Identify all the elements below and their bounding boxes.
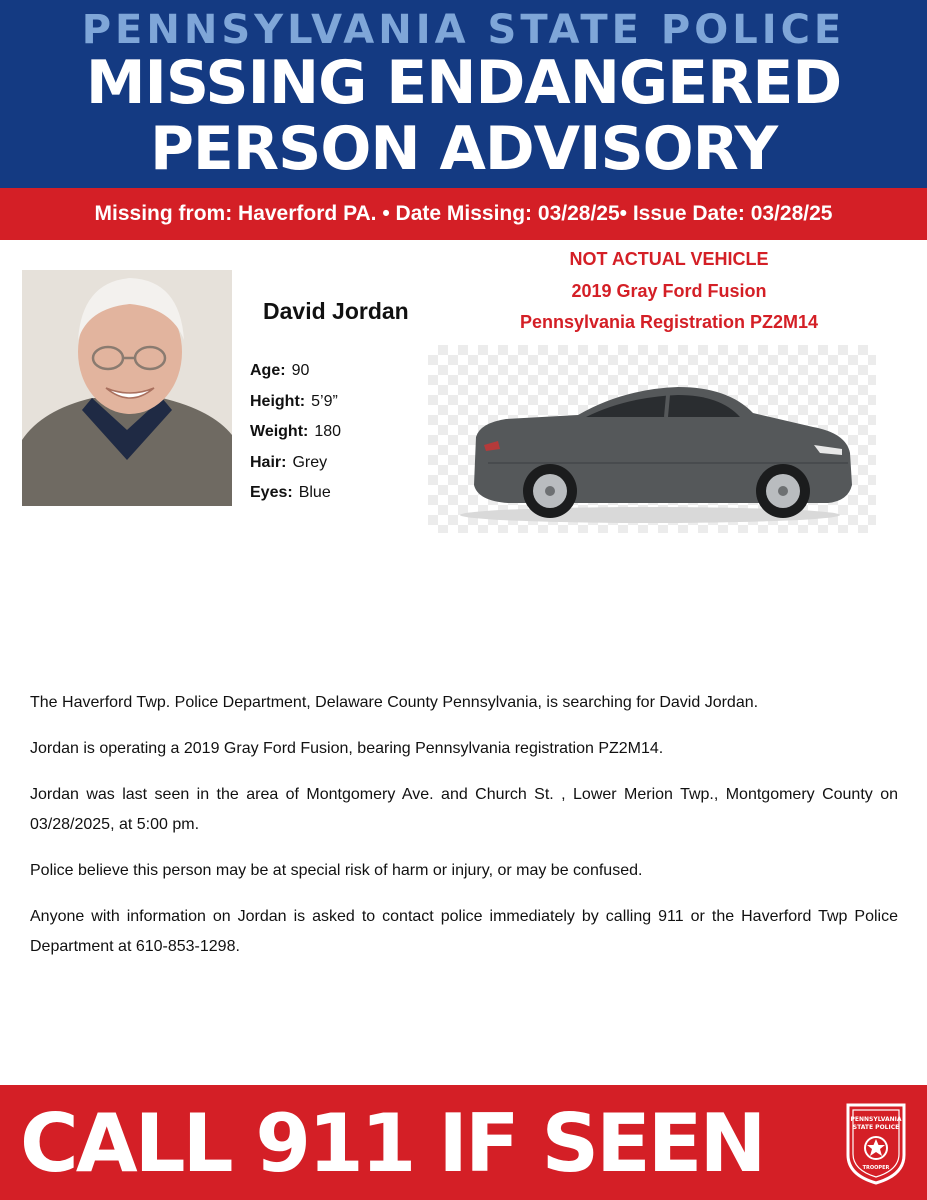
- call-911-footer: [0, 1085, 927, 1200]
- detail-label: Height:: [250, 392, 306, 410]
- detail-weight: [250, 421, 341, 452]
- body-paragraph: Anyone with information on Jordan is asked to contact police immediately by calling 911 or the Haverford Twp Police Department at 610-853-1298.: [30, 908, 898, 955]
- advisory-header: [0, 0, 927, 188]
- detail-label: Weight:: [250, 423, 309, 440]
- advisory-body: [30, 688, 898, 978]
- detail-value: 180: [314, 423, 342, 440]
- detail-value: Blue: [298, 484, 331, 501]
- body-paragraph: Jordan was last seen in the area of Montgomery Ave. and Church St. , Lower Merion Twp., Montgomery County on 03/28/2025, at 5:00 pm.: [30, 786, 898, 833]
- vehicle-model: 2019 Gray Ford Fusion: [571, 280, 767, 301]
- badge-middle-text: STATE POLICE: [852, 1124, 900, 1131]
- detail-value: Grey: [292, 453, 328, 471]
- badge-bottom-text: TROOPER: [862, 1165, 890, 1171]
- vehicle-registration: Pennsylvania Registration PZ2M14: [519, 312, 819, 332]
- detail-height: [250, 391, 341, 422]
- advisory-title-line1: MISSING ENDANGERED: [85, 48, 842, 118]
- vehicle-notice: NOT ACTUAL VEHICLE: [569, 249, 769, 269]
- advisory-title-line2: PERSON ADVISORY: [149, 114, 778, 184]
- person-name: David Jordan: [263, 298, 409, 324]
- detail-value: 90: [291, 362, 310, 379]
- detail-age: [250, 360, 341, 391]
- vehicle-info: [440, 244, 898, 339]
- vehicle-photo: [428, 345, 876, 533]
- person-photo: [22, 270, 232, 506]
- agency-name: PENNSYLVANIA STATE POLICE: [81, 7, 846, 53]
- body-paragraph: Jordan is operating a 2019 Gray Ford Fusion, bearing Pennsylvania registration PZ2M14.: [30, 740, 664, 757]
- body-paragraph: Police believe this person may be at special risk of harm or injury, or may be confused.: [30, 862, 643, 879]
- detail-hair: [250, 452, 341, 483]
- detail-label: Hair:: [250, 453, 287, 471]
- state-police-badge-icon: [844, 1101, 908, 1185]
- detail-eyes: [250, 482, 341, 513]
- badge-top-text: PENNSYLVANIA: [850, 1116, 902, 1123]
- missing-info-bar: Missing from: Haverford PA. • Date Missing: 03/28/25• Issue Date: 03/28/25: [0, 188, 927, 240]
- detail-label: Eyes:: [250, 484, 293, 501]
- detail-label: Age:: [250, 362, 286, 379]
- detail-value: 5’9”: [311, 392, 338, 410]
- body-paragraph: The Haverford Twp. Police Department, Delaware County Pennsylvania, is searching for David Jordan.: [30, 694, 759, 711]
- call-911-text: CALL 911 IF SEEN: [20, 1097, 764, 1190]
- person-details: [250, 360, 341, 513]
